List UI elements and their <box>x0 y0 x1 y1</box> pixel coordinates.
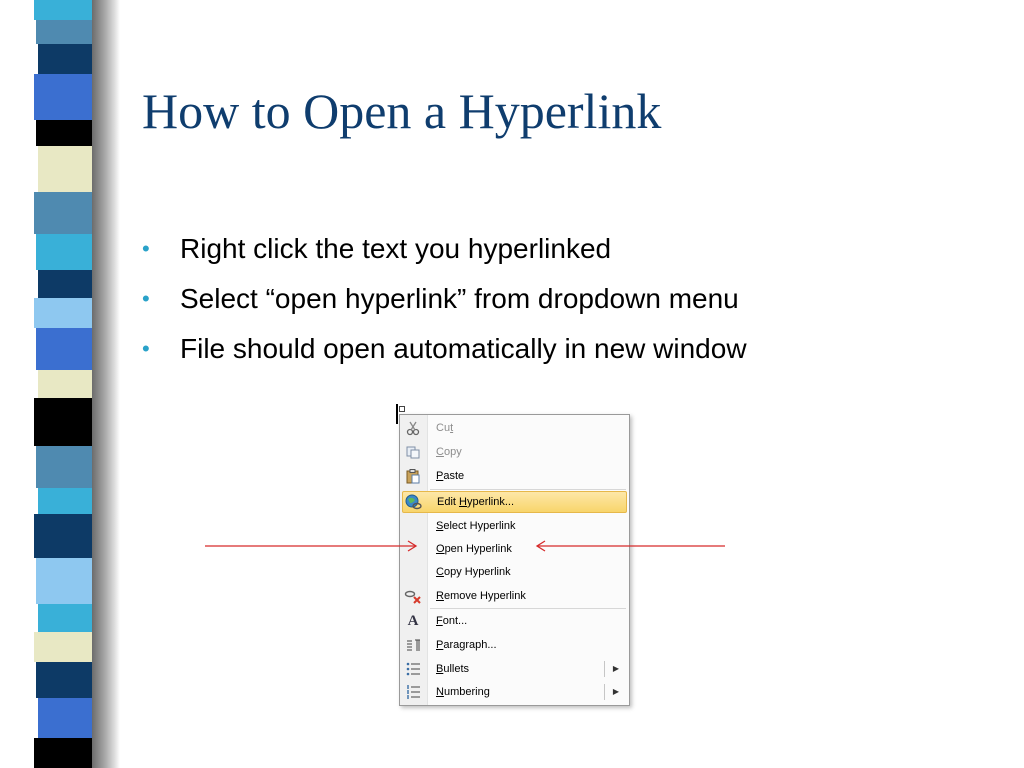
submenu-arrow-icon[interactable]: ▶ <box>612 664 619 673</box>
submenu-divider <box>604 661 605 677</box>
access-key: N <box>436 686 444 698</box>
stripe-segment <box>36 446 92 488</box>
context-menu <box>399 414 630 706</box>
access-key: F <box>436 615 443 627</box>
stripe-segment <box>34 632 92 662</box>
menu-item-paste[interactable] <box>400 465 629 487</box>
stripe-segment <box>38 488 92 514</box>
left-pointer-arrow <box>200 538 422 554</box>
stripe-segment <box>34 0 92 20</box>
access-key: H <box>459 496 467 508</box>
bullet-list <box>142 228 747 378</box>
stripe-segment <box>34 738 92 768</box>
bullet-item <box>142 328 747 378</box>
scissors-icon <box>404 420 422 436</box>
right-pointer-arrow <box>533 538 729 554</box>
menu-separator <box>430 489 626 490</box>
menu-item-label: yperlink... <box>466 496 515 508</box>
bullet-dot: • <box>142 336 150 361</box>
decorative-stripe-band <box>0 0 120 768</box>
numbering-icon <box>404 684 422 700</box>
bullet-item <box>142 228 747 278</box>
stripe-segment <box>38 370 92 398</box>
menu-item-label: elect Hyperlink <box>443 520 516 532</box>
menu-separator <box>430 608 626 609</box>
stripe-segment <box>36 120 92 146</box>
remove-hyperlink-icon <box>404 588 422 604</box>
bullet-dot: • <box>142 286 150 311</box>
menu-item-label: ont... <box>442 615 468 627</box>
slide-title: How to Open a Hyperlink <box>142 83 662 139</box>
menu-item-label: emove Hyperlink <box>443 590 526 602</box>
menu-item-copy[interactable] <box>400 441 629 463</box>
stripe-segment <box>34 74 92 120</box>
submenu-divider <box>604 684 605 700</box>
menu-item-remove-hyperlink[interactable] <box>400 585 629 607</box>
access-key: P <box>436 470 444 482</box>
stripe-segment <box>38 270 92 298</box>
menu-item-bullets[interactable] <box>400 658 629 680</box>
stripe-segment <box>38 698 92 738</box>
access-key: R <box>436 590 444 602</box>
stripe-segment <box>36 558 92 604</box>
menu-item-label: opy <box>443 446 462 458</box>
paragraph-icon <box>404 637 422 653</box>
access-key: t <box>450 422 454 434</box>
stripe-segment <box>38 146 92 192</box>
font-icon: A <box>407 613 419 629</box>
menu-item-label: aste <box>443 470 465 482</box>
bullet-item <box>142 278 747 328</box>
stripe-segment <box>38 604 92 632</box>
stripe-segment <box>34 192 92 234</box>
menu-item-label: Cu <box>436 422 451 434</box>
menu-item-paragraph[interactable] <box>400 634 629 656</box>
text-cursor <box>396 404 398 424</box>
menu-item-cut[interactable] <box>400 417 629 439</box>
stripe-segment <box>36 328 92 370</box>
bullets-icon <box>404 661 422 677</box>
menu-item-select-hyperlink[interactable] <box>400 515 629 537</box>
stripe-segment <box>36 234 92 270</box>
menu-item-label: opy Hyperlink <box>443 566 511 578</box>
access-key: P <box>436 639 444 651</box>
menu-item-label: aragraph... <box>443 639 497 651</box>
stripe-segment <box>36 662 92 698</box>
menu-item-edit-hyperlink[interactable] <box>402 491 627 513</box>
access-key: S <box>436 520 444 532</box>
stripe-segment <box>34 298 92 328</box>
stripe-segment <box>38 44 92 74</box>
edit-hyperlink-icon <box>405 494 423 510</box>
access-key: B <box>436 663 444 675</box>
bullet-text: Select “open hyperlink” from dropdown menu <box>180 283 739 314</box>
bullet-text: File should open automatically in new window <box>180 333 747 364</box>
menu-item-label: pen Hyperlink <box>444 543 512 555</box>
paste-icon <box>404 468 422 484</box>
access-key: C <box>436 566 444 578</box>
stripe-shadow <box>92 0 120 768</box>
menu-item-font[interactable] <box>400 610 629 632</box>
stripe-segment <box>34 398 92 446</box>
menu-item-copy-hyperlink[interactable] <box>400 561 629 583</box>
menu-item-numbering[interactable] <box>400 681 629 703</box>
access-key: C <box>436 446 444 458</box>
bullet-text: Right click the text you hyperlinked <box>180 233 612 264</box>
menu-item-label: ullets <box>443 663 470 675</box>
stripe-segment <box>34 514 92 558</box>
menu-item-label: umbering <box>443 686 490 698</box>
submenu-arrow-icon[interactable]: ▶ <box>612 687 619 696</box>
access-key: O <box>436 543 445 555</box>
bullet-dot: • <box>142 236 150 261</box>
menu-item-label: Edit <box>437 496 460 508</box>
stripe-segment <box>36 20 92 44</box>
copy-icon <box>404 444 422 460</box>
